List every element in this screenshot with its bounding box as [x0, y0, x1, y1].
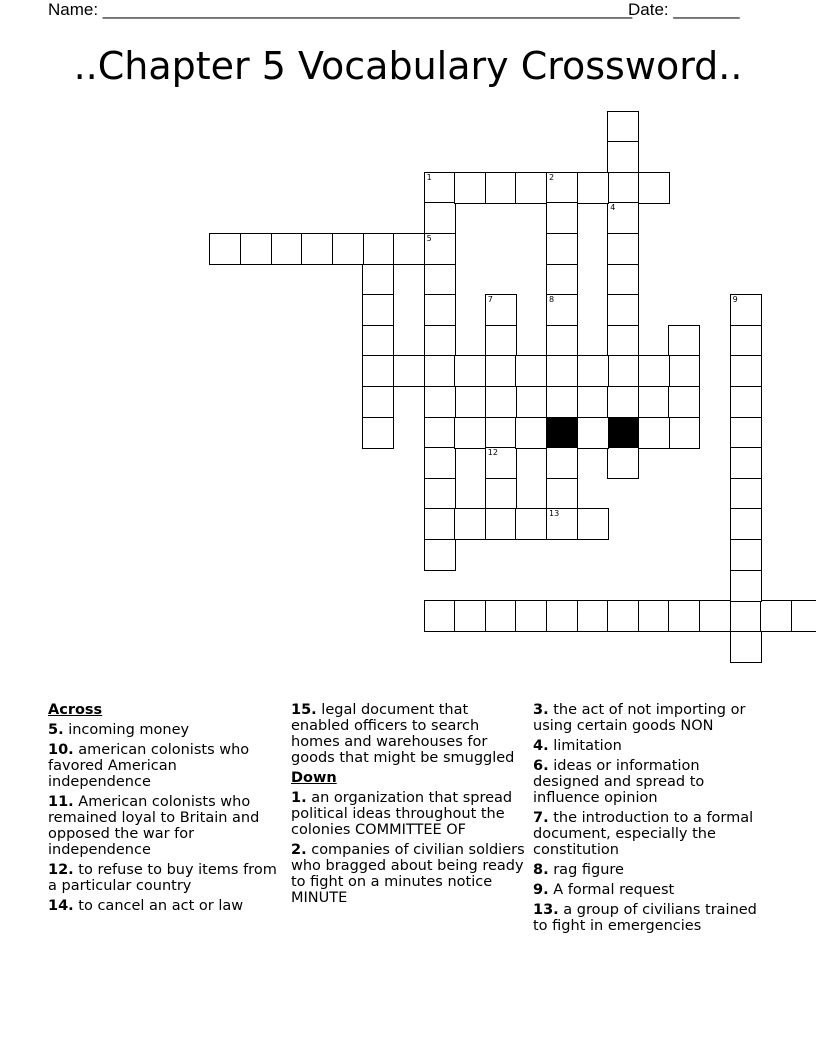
crossword-cell[interactable] — [638, 417, 670, 449]
crossword-cell[interactable] — [577, 508, 609, 540]
crossword-cell[interactable] — [607, 233, 639, 265]
crossword-cell[interactable] — [577, 172, 609, 204]
crossword-cell[interactable] — [362, 417, 394, 449]
crossword-cell[interactable] — [607, 386, 639, 418]
black-square — [607, 417, 639, 449]
clue-down-1 — [291, 790, 525, 838]
crossword-cell[interactable] — [730, 600, 762, 632]
clue-number-label: 5 — [426, 234, 432, 243]
crossword-cell[interactable] — [515, 508, 547, 540]
clue-number: 2. — [291, 842, 307, 858]
crossword-cell[interactable] — [730, 539, 762, 571]
crossword-cell[interactable] — [424, 600, 456, 632]
crossword-cell[interactable] — [454, 355, 486, 387]
clue-number: 10. — [48, 742, 74, 758]
clue-text: to cancel an act or law — [78, 898, 244, 914]
crossword-cell[interactable] — [485, 325, 517, 357]
crossword-cell[interactable] — [546, 600, 578, 632]
crossword-cell[interactable] — [577, 417, 609, 449]
crossword-cell[interactable] — [485, 294, 517, 326]
clue-number-label: 8 — [549, 295, 555, 305]
crossword-cell[interactable] — [577, 355, 609, 387]
crossword-cell[interactable] — [638, 355, 670, 387]
crossword-cell[interactable] — [454, 172, 486, 204]
clue-down-3 — [533, 702, 767, 734]
crossword-cell[interactable] — [485, 172, 517, 204]
clue-number: 14. — [48, 898, 74, 914]
clue-number-label: 13 — [549, 509, 560, 519]
clue-text: A formal request — [553, 882, 675, 898]
clue-text: the act of not importing or using certain goods NON — [533, 702, 746, 734]
crossword-cell[interactable] — [546, 508, 578, 540]
crossword-cell[interactable] — [424, 417, 456, 449]
clue-number: 5. — [48, 722, 64, 738]
crossword-cell[interactable] — [607, 355, 639, 387]
clue-down-2 — [291, 842, 525, 906]
crossword-cell[interactable] — [699, 600, 731, 632]
clue-text: an organization that spread political ideas throughout the colonies COMMITTEE OF — [291, 790, 513, 838]
crossword-cell[interactable] — [424, 539, 456, 571]
clue-text: American colonists who remained loyal to Britain and opposed the war for independence — [48, 794, 260, 858]
crossword-cell[interactable] — [607, 202, 639, 234]
clue-number: 9. — [533, 882, 549, 898]
crossword-cell[interactable] — [485, 447, 517, 479]
down-heading: Down — [291, 770, 337, 786]
crossword-cell[interactable] — [546, 264, 578, 296]
crossword-cell[interactable] — [607, 294, 639, 326]
clue-across-5 — [48, 722, 282, 738]
crossword-cell[interactable] — [546, 172, 578, 204]
clue-text: to refuse to buy items from a particular country — [48, 862, 277, 894]
crossword-cell[interactable] — [424, 172, 456, 204]
clue-across-12 — [48, 862, 282, 894]
clue-number-label: 9 — [732, 295, 738, 305]
crossword-cell[interactable] — [668, 417, 700, 449]
clue-number: 11. — [48, 794, 74, 810]
crossword-cell[interactable] — [209, 233, 241, 265]
date-label: Date: _______ — [628, 0, 740, 19]
clue-down-7 — [533, 810, 767, 858]
crossword-cell[interactable] — [668, 386, 700, 418]
crossword-cell[interactable] — [393, 355, 425, 387]
crossword-cell[interactable] — [362, 325, 394, 357]
crossword-cell[interactable] — [546, 233, 578, 265]
crossword-cell[interactable] — [668, 355, 700, 387]
crossword-cell[interactable] — [607, 447, 639, 479]
crossword-cell[interactable] — [730, 478, 762, 510]
crossword-cell[interactable] — [362, 386, 394, 418]
crossword-cell[interactable] — [424, 294, 456, 326]
clue-column-3 — [533, 702, 767, 938]
crossword-cell[interactable] — [730, 508, 762, 540]
crossword-cell[interactable] — [546, 294, 578, 326]
clue-down-4 — [533, 738, 767, 754]
crossword-cell[interactable] — [485, 386, 517, 418]
crossword-cell[interactable] — [240, 233, 272, 265]
clue-number: 6. — [533, 758, 549, 774]
crossword-cell[interactable] — [515, 417, 547, 449]
crossword-cell[interactable] — [577, 600, 609, 632]
crossword-cell[interactable] — [424, 202, 456, 234]
black-square — [546, 417, 578, 449]
clue-text: rag figure — [553, 862, 624, 878]
crossword-cell[interactable] — [301, 233, 333, 265]
crossword-cell[interactable] — [393, 233, 425, 265]
clue-text: limitation — [553, 738, 622, 754]
clue-across-15 — [291, 702, 525, 766]
crossword-cell[interactable] — [546, 355, 578, 387]
clue-text: companies of civilian soldiers who bragged about being ready to fight on a minutes notice MINUTE — [291, 842, 525, 906]
crossword-cell[interactable] — [607, 264, 639, 296]
clue-number: 13. — [533, 902, 559, 918]
clue-text: american colonists who favored American independence — [48, 742, 250, 790]
clue-text: ideas or information designed and spread to influence opinion — [533, 758, 705, 806]
page-title: ..Chapter 5 Vocabulary Crossword.. — [73, 44, 743, 88]
crossword-cell[interactable] — [362, 233, 394, 265]
clue-across-11 — [48, 794, 282, 858]
clue-down-8 — [533, 862, 767, 878]
crossword-cell[interactable] — [546, 478, 578, 510]
clue-column-1 — [48, 702, 282, 918]
clue-across-14 — [48, 898, 282, 914]
clue-text: the introduction to a formal document, especially the constitution — [533, 810, 754, 858]
crossword-cell[interactable] — [424, 264, 456, 296]
clue-number: 4. — [533, 738, 549, 754]
crossword-cell[interactable] — [454, 508, 486, 540]
crossword-cell[interactable] — [638, 600, 670, 632]
clue-down-9 — [533, 882, 767, 898]
crossword-cell[interactable] — [362, 355, 394, 387]
crossword-cell[interactable] — [424, 447, 456, 479]
clue-text: a group of civilians trained to fight in emergencies — [533, 902, 757, 934]
clue-number: 3. — [533, 702, 549, 718]
crossword-cell[interactable] — [546, 202, 578, 234]
crossword-cell[interactable] — [607, 141, 639, 173]
crossword-cell[interactable] — [454, 600, 486, 632]
crossword-cell[interactable] — [485, 478, 517, 510]
across-heading: Across — [48, 702, 103, 718]
crossword-cell[interactable] — [730, 294, 762, 326]
crossword-cell[interactable] — [791, 600, 816, 632]
crossword-cell[interactable] — [668, 325, 700, 357]
clue-number-label: 7 — [487, 295, 493, 305]
crossword-cell[interactable] — [424, 355, 456, 387]
clue-column-2 — [291, 702, 525, 910]
crossword-cell[interactable] — [668, 600, 700, 632]
crossword-cell[interactable] — [730, 447, 762, 479]
crossword-cell[interactable] — [638, 172, 670, 204]
clue-number: 15. — [291, 702, 317, 718]
crossword-cell[interactable] — [730, 570, 762, 602]
crossword-cell[interactable] — [607, 111, 639, 143]
crossword-cell[interactable] — [515, 172, 547, 204]
clue-down-6 — [533, 758, 767, 806]
crossword-cell[interactable] — [607, 325, 639, 357]
crossword-cell[interactable] — [730, 386, 762, 418]
clue-text: incoming money — [68, 722, 190, 738]
clue-number: 1. — [291, 790, 307, 806]
clue-text: legal document that enabled officers to search homes and warehouses for goods that might be smuggled — [291, 702, 515, 766]
crossword-cell[interactable] — [424, 233, 456, 265]
crossword-cell[interactable] — [424, 386, 456, 418]
crossword-cell[interactable] — [515, 355, 547, 387]
crossword-cell[interactable] — [485, 355, 517, 387]
crossword-cell[interactable] — [515, 600, 547, 632]
crossword-cell[interactable] — [424, 508, 456, 540]
clue-number-label: 12 — [487, 448, 498, 458]
crossword-cell[interactable] — [730, 355, 762, 387]
crossword-cell[interactable] — [607, 172, 639, 204]
crossword-cell[interactable] — [424, 325, 456, 357]
crossword-cell[interactable] — [607, 600, 639, 632]
crossword-cell[interactable] — [730, 325, 762, 357]
clue-down-13 — [533, 902, 767, 934]
clue-number: 8. — [533, 862, 549, 878]
crossword-cell[interactable] — [332, 233, 364, 265]
crossword-cell[interactable] — [362, 264, 394, 296]
crossword-cell[interactable] — [271, 233, 303, 265]
crossword-cell[interactable] — [485, 417, 517, 449]
clue-number: 7. — [533, 810, 549, 826]
crossword-cell[interactable] — [454, 417, 486, 449]
clue-number: 12. — [48, 862, 74, 878]
crossword-cell[interactable] — [546, 325, 578, 357]
crossword-cell[interactable] — [760, 600, 792, 632]
crossword-cell[interactable] — [546, 386, 578, 418]
clue-across-10 — [48, 742, 282, 790]
crossword-cell[interactable] — [546, 447, 578, 479]
crossword-cell[interactable] — [485, 508, 517, 540]
crossword-cell[interactable] — [730, 631, 762, 663]
crossword-cell[interactable] — [730, 417, 762, 449]
clue-number-label: 1 — [426, 172, 432, 182]
clue-number-label: 2 — [549, 172, 555, 182]
clue-number-label: 4 — [610, 203, 616, 213]
crossword-cell[interactable] — [485, 600, 517, 632]
crossword-cell[interactable] — [424, 478, 456, 510]
crossword-cell[interactable] — [362, 294, 394, 326]
name-label: Name: ________________________________________________________ — [48, 0, 633, 19]
